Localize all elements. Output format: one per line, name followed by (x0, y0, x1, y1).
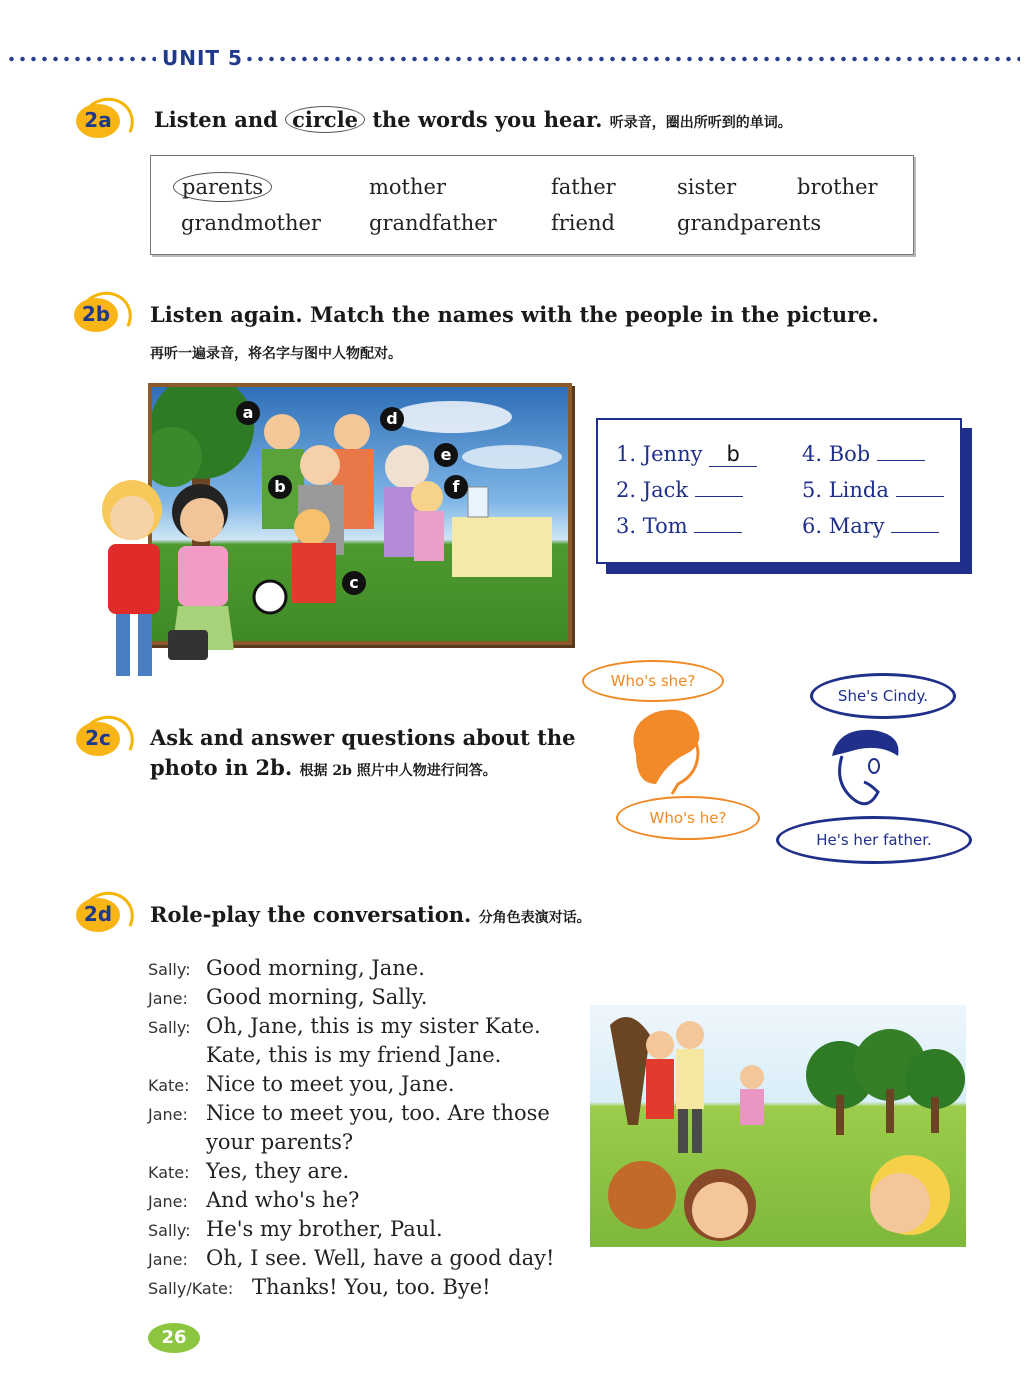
girls-illustration (82, 470, 252, 682)
instruction-2a-chinese: 听录音，圈出所听到的单词。 (609, 115, 792, 131)
park-scene (590, 1005, 966, 1247)
answer-blank-3[interactable] (694, 532, 742, 533)
dialogue-line: Oh, I see. Well, have a good day! (206, 1246, 555, 1270)
photo-label-c: c (342, 571, 366, 595)
header-dots-left (6, 56, 156, 62)
instruction-2a-text-post: the words you hear. (372, 107, 603, 132)
match-item-2: 2. Jack (616, 478, 743, 502)
instruction-2d: Role-play the conversation. 分角色表演对话。 (150, 902, 591, 927)
section-badge-2c: 2c (76, 722, 120, 756)
dialogue-line: Nice to meet you, Jane. (206, 1072, 455, 1096)
dialogue-line: Nice to meet you, too. Are those (206, 1101, 550, 1125)
speaker: Sally: (148, 960, 191, 979)
dialogue-line: Thanks! You, too. Bye! (252, 1275, 491, 1299)
match-item-5: 5. Linda (802, 478, 944, 502)
bubble-shes-cindy: She's Cindy. (810, 673, 956, 719)
speaker: Jane: (148, 1192, 188, 1211)
dialogue-line: Kate, this is my friend Jane. (206, 1043, 502, 1067)
bubble-whos-she: Who's she? (582, 660, 724, 702)
match-item-4: 4. Bob (802, 442, 925, 466)
unit-title: UNIT 5 (162, 46, 243, 70)
instruction-2d-chinese: 分角色表演对话。 (478, 910, 591, 926)
word-brother[interactable]: brother (797, 175, 878, 199)
dialogue-line: Good morning, Jane. (206, 956, 425, 980)
answer-blank-6[interactable] (891, 532, 939, 533)
park-illustration (590, 1005, 966, 1247)
instruction-2a (154, 106, 792, 133)
word-box (150, 155, 914, 255)
speaker: Jane: (148, 989, 188, 1008)
word-grandparents[interactable]: grandparents (677, 211, 822, 235)
instruction-2c-line2: photo in 2b. 根据 2b 照片中人物进行问答。 (150, 755, 497, 780)
speaker: Sally: (148, 1221, 191, 1240)
photo-label-e: e (434, 443, 458, 467)
bubble-hes-her-father: He's her father. (776, 816, 972, 864)
speaker: Sally: (148, 1018, 191, 1037)
speaker: Kate: (148, 1163, 190, 1182)
dialogue-line: Yes, they are. (206, 1159, 350, 1183)
photo-label-d: d (380, 407, 404, 431)
speaker: Jane: (148, 1250, 188, 1269)
word-sister[interactable]: sister (677, 175, 737, 199)
page-number: 26 (148, 1323, 200, 1353)
girl-head-drawing (626, 704, 712, 796)
answer-blank-2[interactable] (695, 496, 743, 497)
dialogue-line: He's my brother, Paul. (206, 1217, 443, 1241)
section-badge-2d: 2d (76, 898, 120, 932)
dialogue-line: Good morning, Sally. (206, 985, 428, 1009)
word-friend[interactable]: friend (551, 211, 615, 235)
word-parents[interactable]: parents (173, 172, 272, 202)
instruction-2a-text-pre: Listen and (154, 107, 278, 132)
answer-blank-4[interactable] (877, 460, 925, 461)
bubble-whos-he: Who's he? (616, 796, 760, 840)
word-father[interactable]: father (551, 175, 616, 199)
word-mother[interactable]: mother (369, 175, 446, 199)
match-item-1: 1. Jenny b (616, 442, 757, 467)
photo-label-b: b (268, 475, 292, 499)
answer-blank-1[interactable]: b (709, 442, 757, 467)
speaker: Kate: (148, 1076, 190, 1095)
word-grandfather[interactable]: grandfather (369, 211, 497, 235)
speaker: Jane: (148, 1105, 188, 1124)
dialogue-line: And who's he? (206, 1188, 360, 1212)
word-grandmother[interactable]: grandmother (181, 211, 321, 235)
instruction-2b-chinese: 再听一遍录音，将名字与图中人物配对。 (150, 346, 402, 362)
section-badge-2a: 2a (76, 104, 120, 138)
instruction-2c-line1: Ask and answer questions about the (150, 725, 576, 750)
name-matching-box (596, 418, 962, 564)
boy-head-drawing (818, 722, 910, 814)
match-item-3: 3. Tom (616, 514, 742, 538)
header-dots-right (244, 56, 1020, 62)
match-item-6: 6. Mary (802, 514, 939, 538)
instruction-2c-chinese: 根据 2b 照片中人物进行问答。 (299, 763, 497, 779)
answer-blank-5[interactable] (896, 496, 944, 497)
photo-label-a: a (236, 401, 260, 425)
dialogue-line: your parents? (206, 1130, 354, 1154)
speaker: Sally/Kate: (148, 1279, 234, 1298)
instruction-2a-circle-word: circle (285, 106, 365, 133)
photo-label-f: f (444, 475, 468, 499)
instruction-2b: Listen again. Match the names with the people in the picture. (150, 302, 879, 327)
section-badge-2b: 2b (74, 298, 118, 332)
dialogue-line: Oh, Jane, this is my sister Kate. (206, 1014, 541, 1038)
